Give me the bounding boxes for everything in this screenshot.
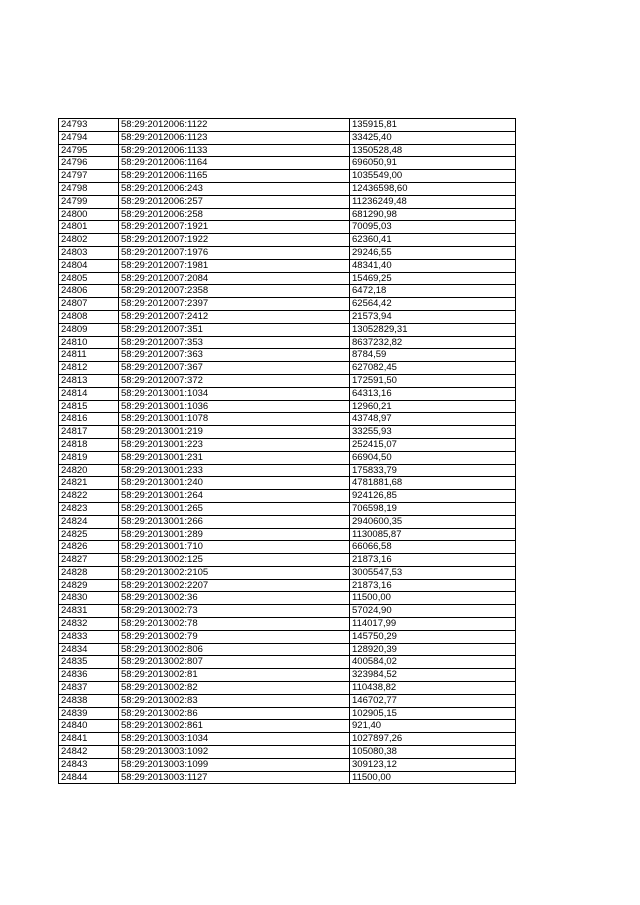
table-row [59,285,516,298]
cadastral-number-cell: 58:29:2013002:125 [119,554,350,567]
table-row [59,541,516,554]
cadastral-number-cell: 58:29:2012007:2358 [119,285,350,298]
row-number-cell: 24833 [59,630,119,643]
table-row [59,387,516,400]
cadastral-number-cell: 58:29:2013002:36 [119,592,350,605]
cadastral-number-cell: 58:29:2013002:807 [119,656,350,669]
cadastral-number-cell: 58:29:2012006:1123 [119,131,350,144]
table-row [59,246,516,259]
cadastral-number-cell: 58:29:2013002:86 [119,707,350,720]
value-cell: 3005547,53 [350,566,516,579]
value-cell: 1027897,26 [350,733,516,746]
row-number-cell: 24820 [59,464,119,477]
table-row [59,605,516,618]
cadastral-number-cell: 58:29:2012007:367 [119,362,350,375]
cadastral-number-cell: 58:29:2013002:2105 [119,566,350,579]
table-row [59,694,516,707]
value-cell: 8637232,82 [350,336,516,349]
value-cell: 627082,45 [350,362,516,375]
row-number-cell: 24831 [59,605,119,618]
cadastral-number-cell: 58:29:2012006:1133 [119,144,350,157]
row-number-cell: 24844 [59,771,119,784]
table-row [59,733,516,746]
cadastral-number-cell: 58:29:2013002:81 [119,669,350,682]
row-number-cell: 24823 [59,502,119,515]
row-number-cell: 24839 [59,707,119,720]
cadastral-number-cell: 58:29:2012007:1921 [119,221,350,234]
row-number-cell: 24802 [59,234,119,247]
value-cell: 309123,12 [350,758,516,771]
cadastral-number-cell: 58:29:2012007:353 [119,336,350,349]
cadastral-number-cell: 58:29:2013001:289 [119,528,350,541]
cadastral-number-cell: 58:29:2013002:79 [119,630,350,643]
value-cell: 33425,40 [350,131,516,144]
cadastral-number-cell: 58:29:2013001:265 [119,502,350,515]
row-number-cell: 24830 [59,592,119,605]
value-cell: 11500,00 [350,771,516,784]
row-number-cell: 24805 [59,272,119,285]
value-cell: 1035549,00 [350,170,516,183]
row-number-cell: 24815 [59,400,119,413]
cadastral-number-cell: 58:29:2013003:1127 [119,771,350,784]
table-row [59,746,516,759]
cadastral-number-cell: 58:29:2012007:2412 [119,310,350,323]
cadastral-number-cell: 58:29:2013001:1078 [119,413,350,426]
value-cell: 696050,91 [350,157,516,170]
value-cell: 681290,98 [350,208,516,221]
row-number-cell: 24836 [59,669,119,682]
row-number-cell: 24818 [59,438,119,451]
row-number-cell: 24801 [59,221,119,234]
cadastral-number-cell: 58:29:2012006:1164 [119,157,350,170]
value-cell: 15469,25 [350,272,516,285]
row-number-cell: 24811 [59,349,119,362]
table-row [59,451,516,464]
row-number-cell: 24803 [59,246,119,259]
row-number-cell: 24797 [59,170,119,183]
cadastral-number-cell: 58:29:2013002:73 [119,605,350,618]
table-row [59,349,516,362]
table-row [59,426,516,439]
value-cell: 13052829,31 [350,323,516,336]
table-row [59,310,516,323]
table-row [59,195,516,208]
value-cell: 323984,52 [350,669,516,682]
table-row [59,502,516,515]
table-row [59,323,516,336]
table-row [59,554,516,567]
table-row [59,656,516,669]
row-number-cell: 24795 [59,144,119,157]
value-cell: 21873,16 [350,554,516,567]
row-number-cell: 24822 [59,490,119,503]
row-number-cell: 24837 [59,682,119,695]
row-number-cell: 24841 [59,733,119,746]
value-cell: 145750,29 [350,630,516,643]
cadastral-number-cell: 58:29:2013003:1099 [119,758,350,771]
row-number-cell: 24810 [59,336,119,349]
cadastral-number-cell: 58:29:2013001:240 [119,477,350,490]
table-row [59,669,516,682]
table-row [59,477,516,490]
cadastral-number-cell: 58:29:2013002:78 [119,618,350,631]
cadastral-number-cell: 58:29:2013002:83 [119,694,350,707]
value-cell: 12960,21 [350,400,516,413]
row-number-cell: 24809 [59,323,119,336]
value-cell: 921,40 [350,720,516,733]
value-cell: 57024,90 [350,605,516,618]
value-cell: 400584,02 [350,656,516,669]
table-row [59,528,516,541]
row-number-cell: 24796 [59,157,119,170]
table-row [59,566,516,579]
table-row [59,221,516,234]
cadastral-number-cell: 58:29:2013001:264 [119,490,350,503]
row-number-cell: 24824 [59,515,119,528]
cadastral-number-cell: 58:29:2013002:806 [119,643,350,656]
value-cell: 64313,16 [350,387,516,400]
row-number-cell: 24807 [59,298,119,311]
value-cell: 70095,03 [350,221,516,234]
row-number-cell: 24832 [59,618,119,631]
value-cell: 924126,85 [350,490,516,503]
value-cell: 706598,19 [350,502,516,515]
row-number-cell: 24828 [59,566,119,579]
row-number-cell: 24825 [59,528,119,541]
value-cell: 62564,42 [350,298,516,311]
data-sheet [58,118,515,784]
table-row [59,490,516,503]
cadastral-number-cell: 58:29:2013001:710 [119,541,350,554]
value-cell: 8784,59 [350,349,516,362]
row-number-cell: 24800 [59,208,119,221]
value-cell: 62360,41 [350,234,516,247]
cadastral-number-cell: 58:29:2012006:1165 [119,170,350,183]
cadastral-number-cell: 58:29:2012007:372 [119,374,350,387]
cadastral-number-cell: 58:29:2012007:351 [119,323,350,336]
value-cell: 2940600,35 [350,515,516,528]
value-cell: 66066,58 [350,541,516,554]
table-row [59,234,516,247]
table-row [59,131,516,144]
value-cell: 33255,93 [350,426,516,439]
value-cell: 105080,38 [350,746,516,759]
table-row [59,374,516,387]
row-number-cell: 24794 [59,131,119,144]
row-number-cell: 24843 [59,758,119,771]
row-number-cell: 24814 [59,387,119,400]
table-row [59,272,516,285]
table-row [59,362,516,375]
row-number-cell: 24799 [59,195,119,208]
row-number-cell: 24840 [59,720,119,733]
row-number-cell: 24798 [59,182,119,195]
row-number-cell: 24834 [59,643,119,656]
table-row [59,720,516,733]
table-row [59,618,516,631]
table-row [59,464,516,477]
table-row [59,182,516,195]
value-cell: 175833,79 [350,464,516,477]
cadastral-number-cell: 58:29:2013002:861 [119,720,350,733]
value-cell: 146702,77 [350,694,516,707]
value-cell: 66904,50 [350,451,516,464]
table-row [59,630,516,643]
value-cell: 21873,16 [350,579,516,592]
table-row [59,170,516,183]
row-number-cell: 24838 [59,694,119,707]
row-number-cell: 24826 [59,541,119,554]
table-row [59,157,516,170]
row-number-cell: 24806 [59,285,119,298]
row-number-cell: 24816 [59,413,119,426]
value-cell: 11236249,48 [350,195,516,208]
value-cell: 11500,00 [350,592,516,605]
cadastral-number-cell: 58:29:2013003:1034 [119,733,350,746]
value-cell: 43748,97 [350,413,516,426]
value-cell: 172591,50 [350,374,516,387]
cadastral-number-cell: 58:29:2013002:82 [119,682,350,695]
table-row [59,438,516,451]
cadastral-number-cell: 58:29:2012007:363 [119,349,350,362]
table-row [59,515,516,528]
cadastral-number-cell: 58:29:2013001:223 [119,438,350,451]
value-cell: 114017,99 [350,618,516,631]
table-row [59,208,516,221]
table-row [59,119,516,132]
cadastral-number-cell: 58:29:2012006:257 [119,195,350,208]
row-number-cell: 24827 [59,554,119,567]
cadastral-value-table [58,118,516,784]
row-number-cell: 24808 [59,310,119,323]
value-cell: 4781881,68 [350,477,516,490]
row-number-cell: 24804 [59,259,119,272]
value-cell: 110438,82 [350,682,516,695]
value-cell: 12436598,60 [350,182,516,195]
cadastral-number-cell: 58:29:2012007:1981 [119,259,350,272]
row-number-cell: 24817 [59,426,119,439]
cadastral-number-cell: 58:29:2012006:243 [119,182,350,195]
value-cell: 252415,07 [350,438,516,451]
table-row [59,400,516,413]
row-number-cell: 24793 [59,119,119,132]
table-row [59,298,516,311]
table-row [59,771,516,784]
row-number-cell: 24842 [59,746,119,759]
table-row [59,259,516,272]
value-cell: 21573,94 [350,310,516,323]
cadastral-number-cell: 58:29:2012006:1122 [119,119,350,132]
table-row [59,758,516,771]
row-number-cell: 24813 [59,374,119,387]
table-row [59,592,516,605]
table-row [59,413,516,426]
value-cell: 6472,18 [350,285,516,298]
table-row [59,682,516,695]
row-number-cell: 24821 [59,477,119,490]
cadastral-number-cell: 58:29:2012007:2084 [119,272,350,285]
cadastral-number-cell: 58:29:2013003:1092 [119,746,350,759]
value-cell: 1130085,87 [350,528,516,541]
table-row [59,707,516,720]
cadastral-number-cell: 58:29:2013002:2207 [119,579,350,592]
table-row [59,144,516,157]
cadastral-number-cell: 58:29:2013001:1036 [119,400,350,413]
table-row [59,643,516,656]
row-number-cell: 24819 [59,451,119,464]
cadastral-number-cell: 58:29:2013001:266 [119,515,350,528]
value-cell: 128920,39 [350,643,516,656]
cadastral-number-cell: 58:29:2013001:233 [119,464,350,477]
value-cell: 102905,15 [350,707,516,720]
value-cell: 1350528,48 [350,144,516,157]
cadastral-number-cell: 58:29:2013001:219 [119,426,350,439]
cadastral-number-cell: 58:29:2013001:1034 [119,387,350,400]
table-body [59,119,516,784]
table-row [59,579,516,592]
value-cell: 29246,55 [350,246,516,259]
row-number-cell: 24812 [59,362,119,375]
value-cell: 48341,40 [350,259,516,272]
table-row [59,336,516,349]
cadastral-number-cell: 58:29:2012006:258 [119,208,350,221]
row-number-cell: 24835 [59,656,119,669]
cadastral-number-cell: 58:29:2012007:1976 [119,246,350,259]
cadastral-number-cell: 58:29:2012007:1922 [119,234,350,247]
cadastral-number-cell: 58:29:2012007:2397 [119,298,350,311]
value-cell: 135915,81 [350,119,516,132]
cadastral-number-cell: 58:29:2013001:231 [119,451,350,464]
row-number-cell: 24829 [59,579,119,592]
